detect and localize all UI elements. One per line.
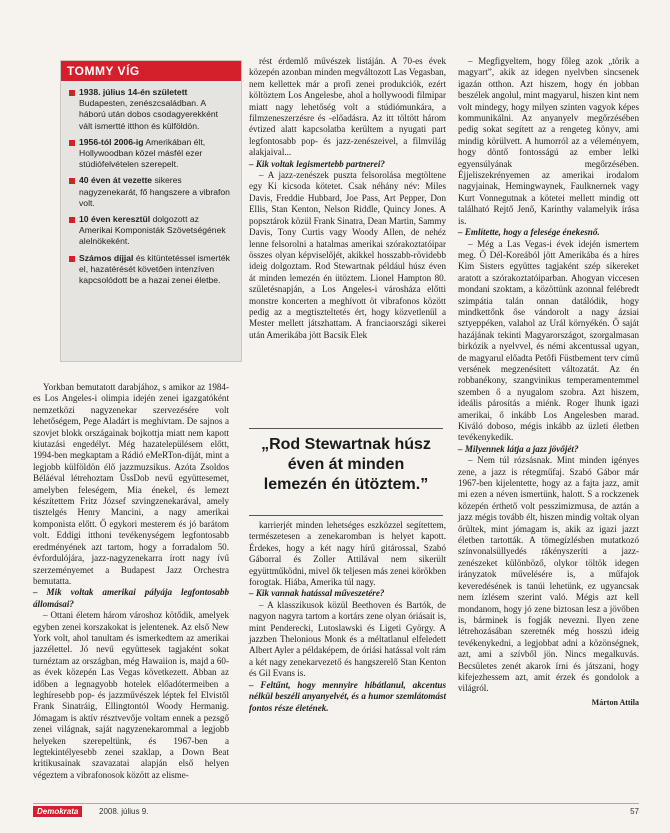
article-paragraph: – Megfigyeltem, hogy főleg azok „törik a magyart”, akik az idegen nyelvben sincsenek igazán otthon. Azt hiszem, hogy én jobban beszélek angolul, mint magyarul, hiszen kint nem volt mindegy, hogy milyen szinten vagyok képes kommunikálni. Az anyanyelv megőrzésében pedig sokat segített az a rengeteg könyv, ami mindig körülvett. A humorról az a véleményem, hogy döntő fontosságú az ember lelki egyensúlyának megőrzésében. Éjjeliszekrényemen az amerikai irodalom nagyjainak, Hemingwaynek, Faulknernek vagy Kurt Vonnegutnak a kötetei mellett mindig ott található Rejtő Jenő, Karinthy valamelyik írása is. (458, 56, 639, 226)
bullet-square-icon (69, 217, 75, 223)
article-column-2 (249, 56, 446, 341)
page-number: 57 (630, 807, 639, 816)
interview-question: – Említette, hogy a felesége énekesnő. (458, 227, 600, 238)
bio-item (69, 87, 233, 132)
bio-item (69, 175, 233, 209)
magazine-logo: Demokrata (33, 806, 82, 817)
bullet-square-icon (69, 256, 75, 262)
article-paragraph: – Még a Las Vegas-i évek idején ismertem meg. Ő Dél-Koreából jött Amerikába és a híres Kim Sisters együttes tagjaként szép sikereket aratott a szórakoztatóiparban. Ahogyan viccesen mondani szoktam, a közöttünk azonnal felébredt szimpátia talán onnan datálódik, hogy mindkettőnk őse vándorolt a nagy ázsiai sztyeppéken, valahol az Urál környékén. Ő saját hazájának tekinti Magyarországot, szorgalmasan birkózik a nyelvvel, és némi akcentussal ugyan, de magyarul előadta Petőfi Füstbement terv című versének megzenésített változatát. Az én robbanékony, szangvinikus temperamentemmel szemben ő a nyugalom szobra. Azt hiszem, ideális párosítás a miénk. Roger lhunk igazi amerikai, ő inkább Los Angelesben marad. Kiváló doboso, mégis inkább az üzleti életben tevékenykedik. (458, 238, 639, 443)
bio-item-text: dolgozott az Amerikai Komponisták Szövetségének alelnökeként. (79, 214, 226, 247)
bio-sidebar-list (69, 87, 233, 286)
footer-rule (33, 803, 639, 804)
bio-item (69, 137, 233, 171)
bio-item-text: és kitüntetéssel ismerték el, hazatérését követően intenzíven kapcsolódott be a hazai zenei életbe. (79, 252, 230, 286)
bio-item-highlight: 1956-tól 2006-ig (79, 136, 144, 147)
interview-question: – Mik voltak amerikai pályája legfontosabb állomásai? (33, 587, 229, 609)
article-column-2-lower (249, 520, 446, 714)
bio-item-text: Budapesten, zenészcsaládban. A háború után dobos csodagyerekként vált ismertté itthon és külföldön. (79, 98, 219, 131)
bio-item (69, 253, 233, 287)
bio-item-text: sikeres nagyzenekarát, fő hangszere a vibrafon volt. (79, 175, 230, 208)
article-column-3 (458, 56, 639, 708)
bio-item-highlight: 1938. július 14-én született (79, 87, 188, 97)
bio-item-text: Amerikában élt, Hollywoodban közel másfél ezer stúdiófelvételen szerepelt. (79, 136, 206, 170)
article-paragraph: – Nem túl rózsásnak. Mint minden igényes zene, a jazz is rétegműfaj. Szabó Gábor már 1967-ben kijelentette, hogy az a fajta jazz, amit mi ezen a néven ismertünk, halott. S a rockzenek közepén érthető volt pesszimizmusa, de aztán a jazz mégis tovább élt, hiszen mindig voltak olyan őrültek, mint jómagam is, akik az igazi jazzt életben tartották. A tömegízlésben mutatkozó színvonalsüllyedés rákényszeríti a jazz-zenészeket különböző, olykor töltök idegen irányzatok művelésére is, a műfajok keveredésének is tanúi lehetünk, ez ugyancsak nem ízlésem szerint való. Mégis azt kell mondanom, hogy jó zene biztosan lesz a jövőben is, bárminek is fogják nevezni. Ilyen zene létrehozásában szeretnék még hosszú ideig tevékenykedni, a legjobbat adni a közönségnek, azt, ami a szívből jön. Nincs megalkuvás. Becsületes zenét akarok írni és játszani, hogy kifejezhessem azt, amit érzek és gondolok a világról. (458, 455, 639, 694)
bio-sidebar-title: TOMMY VÍG (61, 61, 241, 81)
issue-date: 2008. július 9. (99, 807, 149, 816)
bullet-square-icon (69, 90, 75, 96)
article-paragraph: Yorkban bemutatott darabjához, s amikor az 1984-es Los Angeles-i olimpia idején zenei igazgatóként nemzetközi nagyzenekar szervezésére volt lehetőségem, Pege Aladárt is meghívtam. De sajnos a szovjet blokk országainak bojkottja miatt nem kapott kiutazási engedélyt. Még hazatelepülésem előtt, 1994-ben megkaptam a Rádió eMeRTon-díját, mint a legjobb külföldön élő jazzmuzsikus. Azóta Zsoldos Béláéval létrehoztam ÜssDob nevű együttesemet, amelyben feleségem, Mia énekel, és lemezt készítettem Fritz József szvingzenekarával, amely tisztelgés Henry Mancini, a nagy amerikai komponista előtt. Ő egykori mesterem és jó barátom volt. Eddigi itthoni tevékenységem legfontosabb eredményének azt tartom, hogy a forradalom 50. évfordulójára, jazz-nagyzenekarra írott nagy ívű szerzeményemet a Budapest Jazz Orchestra bemutatta. (33, 382, 229, 586)
article-paragraph: karrierjét minden lehetséges eszközzel segítettem, természetesen a zenekaromban is helyet kapott. Érdekes, hogy a két nagy hírű gitárossal, Szabó Gáborral és Zoller Attilával nem sikerült együttműködni, mivel ők teljesen más zenei körökben forogtak. Hiába, Amerika túl nagy. (249, 520, 446, 588)
bio-item (69, 214, 233, 248)
article-paragraph: – Ottani életem három városhoz kötődik, amelyek egyben zenei korszakokat is jelentenek. Az első New York volt, ahol tanultam és ismerkedtem az amerikai jazzélettel. Jó nevű együttesek tagjaként sokat turnéztam az országban, még Hawaiion is, majd a 60-as évek közepén Las Vegas következett. Abban az időben a legnagyobb hotelek előadótermeiben a leghíresebb pop- és jazzművészek léptek fel Elvistől Frank Sinatráig, Ellingtontól Woody Hermanig. Jómagam is aktív résztvevője voltam ennek a pezsgő zenei világnak, saját nagyzenekarommal a legjobb helyeken szerepeltünk, és 1967-ben a legtekintélyesebb zenei szaklap, a Down Beat kritikusainak szavazatai alapján első helyen végeztem a vibrafonosok között az elisme- (33, 610, 229, 780)
pull-quote (249, 428, 443, 516)
bio-item-highlight: 10 éven keresztül (79, 214, 151, 225)
interview-question: – Kik vannak hatással műveszetére? (249, 588, 385, 599)
bullet-square-icon (69, 178, 75, 184)
interview-question: – Milyennek látja a jazz jövőjét? (458, 443, 579, 454)
article-column-1 (33, 382, 229, 781)
bullet-square-icon (69, 140, 75, 146)
bio-sidebar-box (60, 60, 242, 362)
article-paragraph: – A jazz-zenészek puszta felsorolása megtöltene egy Ki kicsoda kötetet. Csak néhány név: Miles Davis, Freddie Hubbard, Joe Pass, Art Pepper, Don Ellis, Stan Kenton, Nelson Riddle, Quincy Jones. A popsztárok közül Frank Sinatra, Dean Martin, Sammy Davis, Tony Curtis vagy Woody Allen, de nehéz lenne felsorolni a hatalmas amerikai szórakoztatóipar összes olyan képviselőjét, akikkel hosszabb-rövidebb ideig dolgoztam. Rod Stewartnak például húsz éven át minden lemezén én ütöztem. Lionel Hampton 80. születésnapján, a Los Angeles-i városháza előtti monstre koncerten a meghívott öt vibrafonos között pedig az a megtiszteltetés ért, hogy közvetlenül a Mester mellett játszhattam. A franciaországi sikerei után Amerikába jött Bacsik Elek (249, 170, 446, 340)
article-paragraph: – A klasszikusok közül Beethoven és Bartók, de nagyon nagyra tartom a kortárs zene olyan óriásait is, mint Penderecki, Lutoslawski és Ligeti György. A jazzben Thelonious Monk és a méltatlanul elfeledett Albert Ayler a példaképem, de óriási hatással volt rám a két nagy zenekarvezető és hangszerelő Stan Kenton és Gil Evans is. (249, 599, 446, 679)
interview-question: – Feltűnt, hogy mennyire hibátlanul, akcentus nélkül beszéli anyanyelvét, és a humor szemlátomást fontos része életének. (249, 679, 446, 713)
article-paragraph: rést érdemlő művészek listáján. A 70-es évek közepén azonban minden megváltozott Las Vegasban, nem kellettek már a profi zenei produkciók, ezért költöztem Los Angelesbe, ahol a hollywoodi filmipar miatt nagy lehetőség volt a stúdiómunkára, a filmzeneszerzésre és -előadásra. Az itt töltött három évtized alatt kapcsolatba kerültem a nyugati part legfontosabb pop- és jazz-zenészeivel, a filmvilág alakjaival... (249, 56, 446, 158)
interview-question: – Kik voltak legismertebb partnerei? (249, 158, 385, 169)
page-footer (33, 806, 639, 820)
author-signature: Márton Attila (591, 697, 639, 707)
bio-item-highlight: 40 éven át vezette (79, 175, 153, 186)
bio-item-highlight: Számos díjjal (79, 252, 134, 263)
pull-quote-text: „Rod Stewartnak húsz éven át minden lemezén én ütöztem.” (261, 436, 431, 493)
